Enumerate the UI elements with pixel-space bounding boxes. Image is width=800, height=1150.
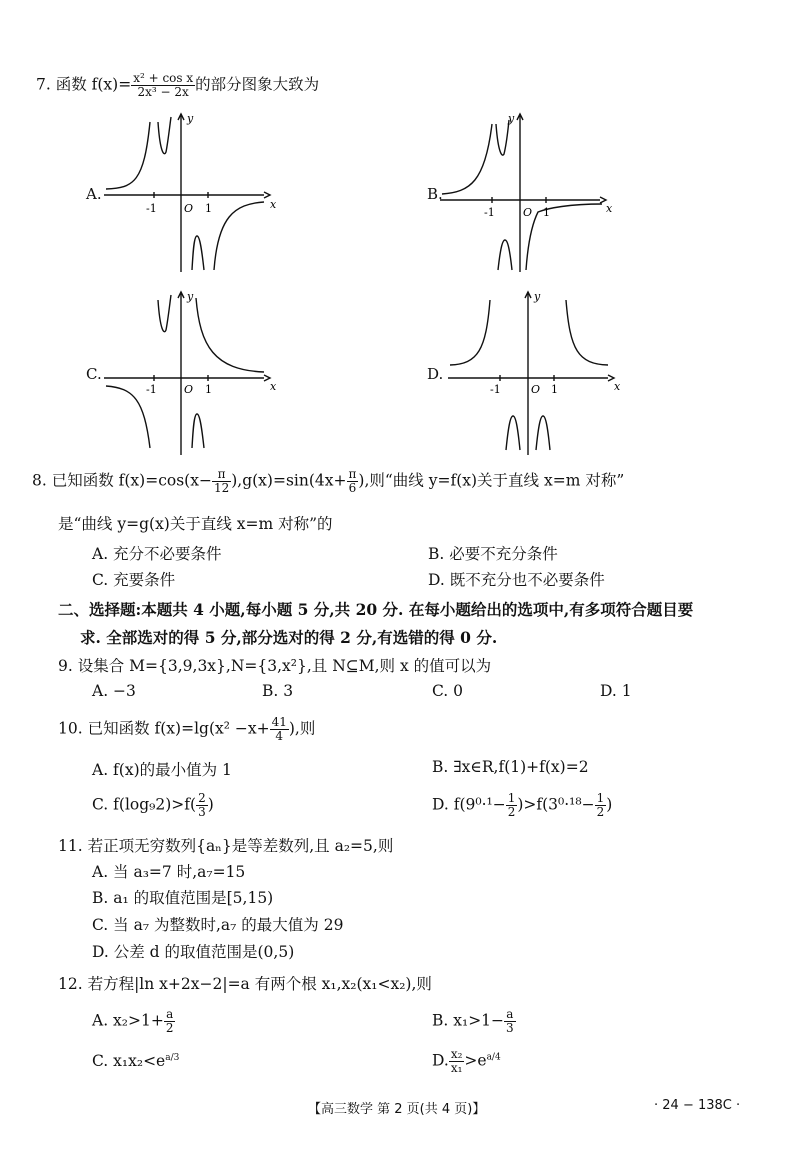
q7-graph-d-ylabel: y bbox=[534, 290, 541, 303]
q10-option-b: B. ∃x∈R,f(1)+f(x)=2 bbox=[432, 758, 589, 776]
q12-option-b-frac bbox=[504, 1008, 516, 1035]
q7-option-a-label: A. bbox=[86, 185, 102, 203]
q10-option-c-frac bbox=[196, 792, 208, 819]
q8-frac-2 bbox=[347, 468, 359, 495]
q8-stem-a: 8. 已知函数 f(x)=cos(x− bbox=[32, 471, 212, 490]
q9-stem: 9. 设集合 M={3,9,3x},N={3,x²},且 N⊆M,则 x 的值可以为 bbox=[58, 657, 492, 675]
q7-graph-d bbox=[448, 290, 638, 455]
q7-option-c-label: C. bbox=[86, 365, 102, 383]
q7-graph-c-ylabel: y bbox=[187, 290, 194, 303]
q8-stem-b: ),g(x)=sin(4x+ bbox=[231, 471, 347, 490]
q12-option-a-num: a bbox=[164, 1008, 176, 1022]
q12-option-b bbox=[432, 1008, 516, 1035]
q12-option-d-exp: a/4 bbox=[486, 1052, 501, 1063]
q7-graph-b-origin: O bbox=[523, 206, 533, 219]
q12-option-d-den: x₁ bbox=[450, 1061, 463, 1075]
q10-option-c-a: C. f(log₉2)>f( bbox=[92, 795, 197, 814]
q7-graph-b-ylabel: y bbox=[508, 112, 515, 125]
q12-option-b-pre: B. x₁>1− bbox=[432, 1011, 505, 1030]
q7-graph-b-xlabel: x bbox=[606, 202, 613, 215]
section-2-line2: 求. 全部选对的得 5 分,部分选对的得 2 分,有选错的得 0 分. bbox=[80, 628, 498, 647]
q10-option-c-num: 2 bbox=[198, 791, 206, 805]
q8-stem bbox=[32, 468, 624, 495]
q7-graph-b-tick-1: 1 bbox=[543, 206, 550, 219]
q9-option-b: B. 3 bbox=[262, 682, 294, 700]
q7-graph-c-xlabel: x bbox=[270, 380, 277, 393]
q8-frac-1-num: π bbox=[212, 468, 231, 482]
q8-option-d: D. 既不充分也不必要条件 bbox=[428, 571, 605, 589]
q7-graph-d-tick-1: 1 bbox=[551, 383, 558, 396]
q8-frac-2-num: π bbox=[348, 467, 357, 481]
q7-fraction bbox=[131, 72, 195, 99]
q7-graph-c-origin: O bbox=[184, 383, 194, 396]
q11-option-d: D. 公差 d 的取值范围是(0,5) bbox=[92, 943, 295, 961]
q10-option-d-b: )>f(3⁰·¹⁸− bbox=[517, 795, 595, 814]
q8-stem-c: ),则“曲线 y=f(x)关于直线 x=m 对称” bbox=[358, 471, 625, 490]
q8-frac-1-den: 12 bbox=[213, 481, 230, 495]
q12-option-a-frac bbox=[164, 1008, 176, 1035]
q7-stem-prefix: 7. 函数 f(x)= bbox=[36, 75, 132, 94]
q7-graph-c-tick-neg1: -1 bbox=[146, 383, 157, 396]
q10-option-c-den: 3 bbox=[198, 805, 206, 819]
q10-option-a: A. f(x)的最小值为 1 bbox=[92, 761, 232, 779]
q7-graph-d-xlabel: x bbox=[614, 380, 621, 393]
q10-stem-b: ),则 bbox=[288, 719, 316, 738]
q12-option-c bbox=[92, 1052, 179, 1070]
q7-graph-a-ylabel: y bbox=[187, 112, 194, 125]
q10-frac-den: 4 bbox=[275, 729, 284, 743]
q10-option-d-den1: 2 bbox=[507, 805, 516, 819]
q12-option-c-exp: a/3 bbox=[165, 1052, 180, 1063]
q11-option-a: A. 当 a₃=7 时,a₇=15 bbox=[92, 863, 246, 881]
q7-graph-a bbox=[104, 112, 294, 272]
q11-option-b: B. a₁ 的取值范围是[5,15) bbox=[92, 889, 274, 907]
q7-graph-a-xlabel: x bbox=[270, 198, 277, 211]
q7-option-b-label: B. bbox=[427, 185, 443, 203]
q8-option-b: B. 必要不充分条件 bbox=[428, 545, 558, 563]
q12-stem: 12. 若方程|ln x+2x−2|=a 有两个根 x₁,x₂(x₁<x₂),则 bbox=[58, 975, 432, 993]
q10-option-d-frac-1 bbox=[506, 792, 518, 819]
q12-option-a-pre: A. x₂>1+ bbox=[92, 1011, 164, 1030]
q7-option-d-label: D. bbox=[427, 365, 444, 383]
q7-frac-den: 2x³ − 2x bbox=[137, 85, 189, 99]
q11-option-c: C. 当 a₇ 为整数时,a₇ 的最大值为 29 bbox=[92, 916, 344, 934]
q7-graph-b-tick-neg1: -1 bbox=[484, 206, 495, 219]
section-2-line1: 二、选择题:本题共 4 小题,每小题 5 分,共 20 分. 在每小题给出的选项中,有多项符合题目要 bbox=[58, 600, 694, 619]
q9-option-c: C. 0 bbox=[432, 682, 464, 700]
q7-stem-suffix: 的部分图象大致为 bbox=[195, 75, 320, 94]
q9-option-a: A. −3 bbox=[92, 682, 136, 700]
q8-frac-2-den: 6 bbox=[348, 481, 357, 495]
q10-option-d-frac-2 bbox=[595, 792, 607, 819]
q12-option-c-text: C. x₁x₂<e bbox=[92, 1052, 166, 1070]
q10-frac bbox=[270, 716, 289, 743]
q8-frac-1 bbox=[212, 468, 231, 495]
q10-option-d-num2: 1 bbox=[596, 791, 605, 805]
q12-option-a bbox=[92, 1008, 175, 1035]
q7-graph-b bbox=[440, 112, 630, 272]
q8-option-a: A. 充分不必要条件 bbox=[92, 545, 222, 563]
q11-stem: 11. 若正项无穷数列{aₙ}是等差数列,且 a₂=5,则 bbox=[58, 837, 394, 855]
q12-option-d-num: x₂ bbox=[450, 1047, 463, 1061]
q7-graph-a-tick-neg1: -1 bbox=[146, 202, 157, 215]
q10-stem bbox=[58, 716, 315, 743]
q7-graph-a-origin: O bbox=[184, 202, 194, 215]
q10-option-d bbox=[432, 792, 612, 819]
q12-option-a-den: 2 bbox=[165, 1021, 174, 1035]
q8-option-c: C. 充要条件 bbox=[92, 571, 176, 589]
footer-page-info: 【高三数学 第 2 页(共 4 页)】 bbox=[308, 1102, 486, 1117]
q10-option-d-den2: 2 bbox=[596, 805, 605, 819]
q8-stem-line2: 是“曲线 y=g(x)关于直线 x=m 对称”的 bbox=[58, 515, 333, 533]
q7-frac-num: x² + cos x bbox=[133, 71, 194, 85]
q7-graph-c-tick-1: 1 bbox=[205, 383, 212, 396]
q12-option-d bbox=[432, 1048, 501, 1075]
q7-graph-a-tick-1: 1 bbox=[205, 202, 212, 215]
q7-stem bbox=[36, 72, 319, 99]
q7-graph-d-origin: O bbox=[531, 383, 541, 396]
q10-option-d-a: D. f(9⁰·¹− bbox=[432, 795, 506, 814]
q12-option-d-post: >e bbox=[464, 1051, 487, 1070]
q10-option-d-c: ) bbox=[606, 795, 613, 814]
q10-option-c-b: ) bbox=[207, 795, 214, 814]
q7-graph-d-tick-neg1: -1 bbox=[490, 383, 501, 396]
q7-graph-c bbox=[104, 290, 294, 455]
q12-option-b-num: a bbox=[504, 1008, 516, 1022]
q10-frac-num: 41 bbox=[271, 715, 287, 729]
q10-option-d-num1: 1 bbox=[507, 791, 516, 805]
q9-option-d: D. 1 bbox=[600, 682, 632, 700]
footer-code: · 24 − 138C · bbox=[654, 1098, 741, 1113]
q12-option-d-frac bbox=[449, 1048, 465, 1075]
q10-option-c bbox=[92, 792, 214, 819]
q12-option-b-den: 3 bbox=[506, 1021, 514, 1035]
q12-option-d-pre: D. bbox=[432, 1051, 449, 1070]
q10-stem-a: 10. 已知函数 f(x)=lg(x² −x+ bbox=[58, 719, 270, 738]
